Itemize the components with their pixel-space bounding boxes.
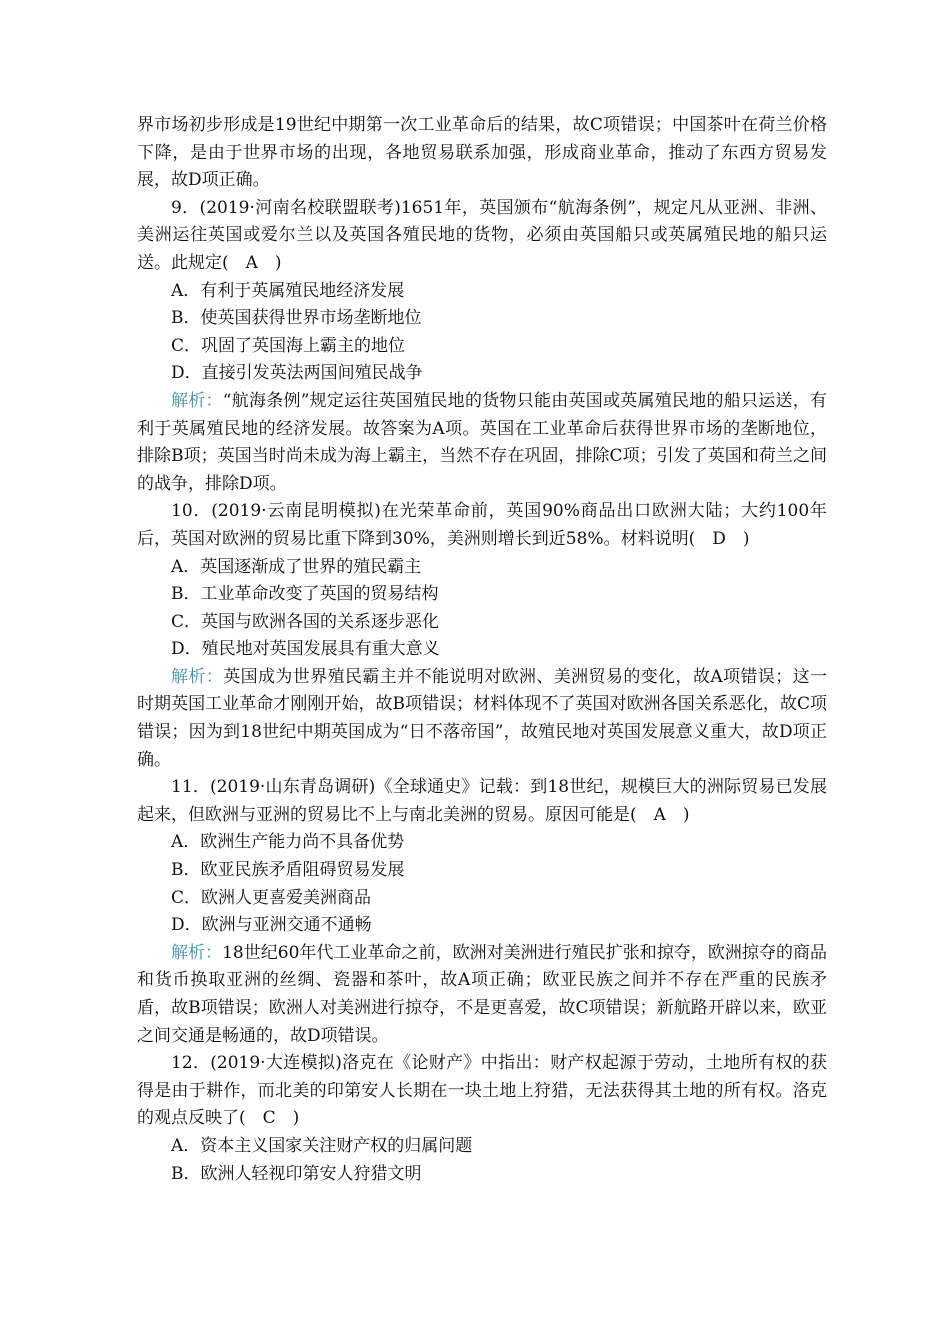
question-stem: 12．(2019·大连模拟)洛克在《论财产》中指出：财产权起源于劳动，土地所有权的获得是由于耕作，而北美的印第安人长期在一块土地上狩猎，无法获得其土地的所有权。洛克的观点反映了( C ) (137, 1053, 827, 1129)
question-10 (137, 498, 827, 774)
question-9 (137, 195, 827, 499)
analysis-label: 解析： (171, 942, 223, 963)
page-content (137, 112, 827, 1188)
analysis-text: 英国成为世界殖民霸主并不能说明对欧洲、美洲贸易的变化，故A项错误；这一时期英国工业革命才刚刚开始，故B项错误；材料体现不了英国对欧洲各国关系恶化，故C项错误；因为到18世纪中期英国成为“日不落帝国”，故殖民地对英国发展意义重大，故D项正确。 (137, 666, 828, 770)
question-11 (137, 774, 827, 1050)
option-d: D．殖民地对英国发展具有重大意义 (171, 639, 440, 660)
question-stem: 11．(2019·山东青岛调研)《全球通史》记载：到18世纪，规模巨大的洲际贸易已发展起来，但欧洲与亚洲的贸易比不上与南北美洲的贸易。原因可能是( A ) (137, 777, 827, 825)
option-c: C．巩固了英国海上霸主的地位 (171, 335, 406, 356)
analysis-label: 解析： (171, 390, 223, 411)
option-b: B．工业革命改变了英国的贸易结构 (171, 584, 439, 605)
option-b: B．欧洲人轻视印第安人狩猎文明 (171, 1163, 422, 1184)
intro-paragraph: 界市场初步形成是19世纪中期第一次工业革命后的结果，故C项错误；中国茶叶在荷兰价格下降，是由于世界市场的出现，各地贸易联系加强，形成商业革命，推动了东西方贸易发展，故D项正确。 (137, 115, 827, 191)
option-a: A．英国逐渐成了世界的殖民霸主 (171, 556, 422, 577)
option-d: D．直接引发英法两国间殖民战争 (171, 363, 423, 384)
option-b: B．使英国获得世界市场垄断地位 (171, 308, 422, 329)
option-b: B．欧亚民族矛盾阻碍贸易发展 (171, 860, 405, 881)
option-a: A．有利于英属殖民地经济发展 (171, 280, 405, 301)
analysis-paragraph (137, 940, 827, 1050)
option-d: D．欧洲与亚洲交通不通畅 (171, 915, 372, 936)
option-c: C．欧洲人更喜爱美洲商品 (171, 887, 372, 908)
analysis-text: 18世纪60年代工业革命之前，欧洲对美洲进行殖民扩张和掠夺，欧洲掠夺的商品和货币换取亚洲的丝绸、瓷器和茶叶，故A项正确；欧亚民族之间并不存在严重的民族矛盾，故B项错误；欧洲人对美洲进行掠夺，不是更喜爱，故C项错误；新航路开辟以来，欧亚之间交通是畅通的，故D项错误。 (137, 942, 827, 1046)
question-12 (137, 1050, 827, 1188)
option-a: A．欧洲生产能力尚不具备优势 (171, 832, 405, 853)
option-c: C．英国与欧洲各国的关系逐步恶化 (171, 611, 440, 632)
analysis-text: “航海条例”规定运往英国殖民地的货物只能由英国或英属殖民地的船只运送，有利于英属殖民地的经济发展。故答案为A项。英国在工业革命后获得世界市场的垄断地位，排除B项；英国当时尚未成为海上霸主，当然不存在巩固，排除C项；引发了英国和荷兰之间的战争，排除D项。 (137, 390, 827, 494)
analysis-label: 解析： (171, 666, 224, 687)
analysis-paragraph (137, 388, 827, 498)
option-a: A．资本主义国家关注财产权的归属问题 (171, 1135, 473, 1156)
question-stem: 10．(2019·云南昆明模拟)在光荣革命前，英国90%商品出口欧洲大陆；大约100年后，英国对欧洲的贸易比重下降到30%，美洲则增长到近58%。材料说明( D ) (137, 501, 827, 549)
analysis-paragraph (137, 664, 827, 774)
question-stem: 9．(2019·河南名校联盟联考)1651年，英国颁布“航海条例”，规定凡从亚洲、非洲、美洲运往英国或爱尔兰以及英国各殖民地的货物，必须由英国船只或英属殖民地的船只运送。此规定( A ) (137, 197, 827, 273)
